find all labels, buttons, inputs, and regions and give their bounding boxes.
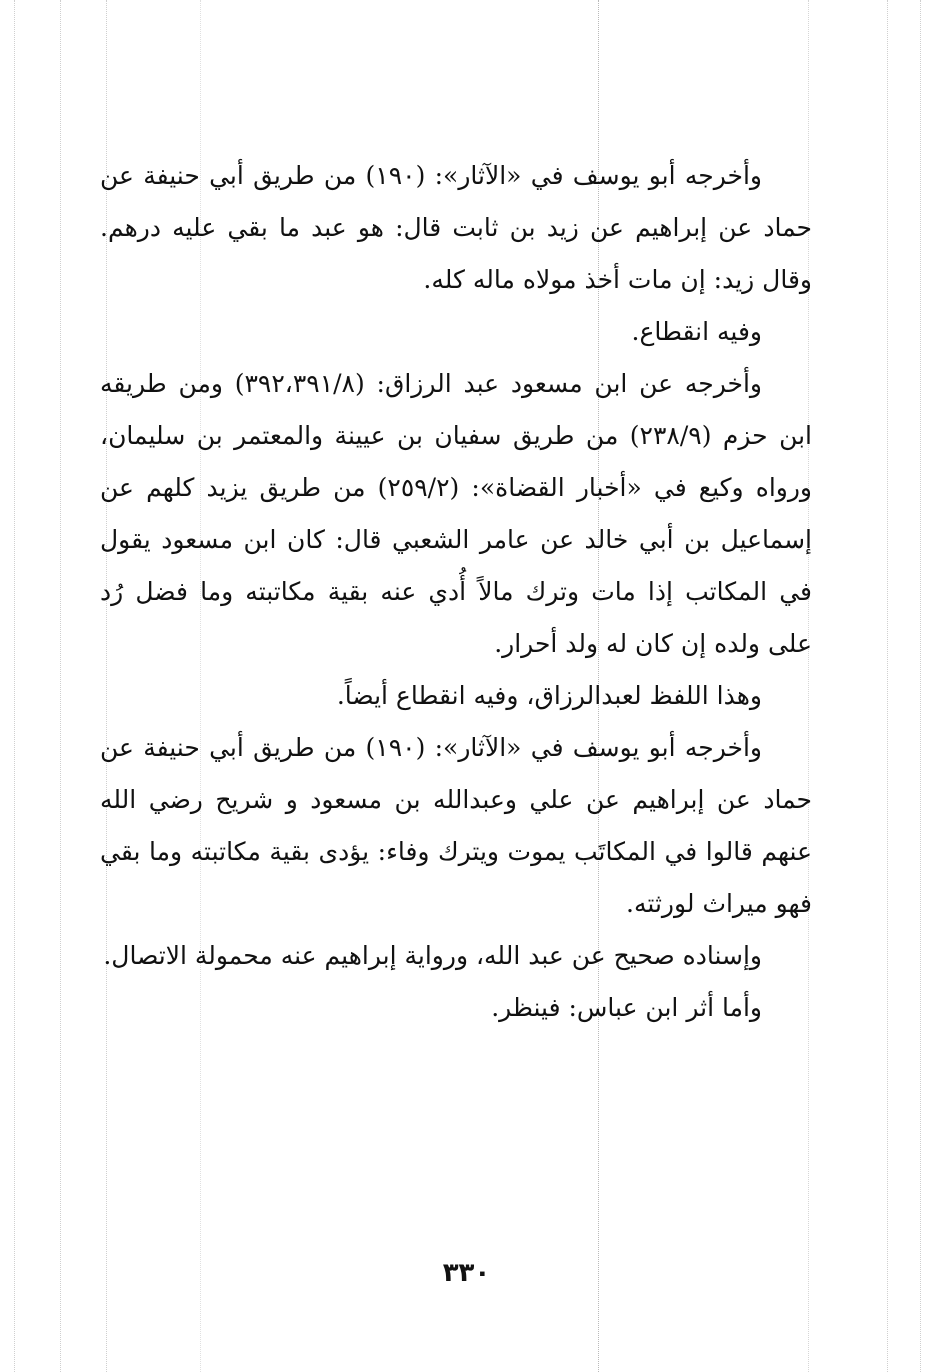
paragraph: وأما أثر ابن عباس: فينظر. <box>491 993 762 1022</box>
paragraph: وأخرجه أبو يوسف في «الآثار»: (١٩٠) من طريق أبي حنيفة عن حماد عن إبراهيم عن زيد بن ثابت قال: هو عبد ما بقي عليه درهم. وقال زيد: إن مات أخذ مولاه ماله كله. <box>100 161 812 294</box>
paragraph: وفيه انقطاع. <box>631 317 762 346</box>
body-text <box>100 150 812 1034</box>
paragraph: وأخرجه أبو يوسف في «الآثار»: (١٩٠) من طريق أبي حنيفة عن حماد عن إبراهيم عن علي وعبدالله بن مسعود و شريح رضي الله عنهم قالوا في المكاتَب يموت ويترك وفاء: يؤدى بقية مكاتبته وما بقي فهو ميراث لورثته. <box>100 733 812 918</box>
paragraph: وإسناده صحيح عن عبد الله، ورواية إبراهيم عنه محمولة الاتصال. <box>103 941 762 970</box>
scan-guide-line <box>14 0 15 1372</box>
scan-guide-line <box>887 0 888 1372</box>
paragraph: وهذا اللفظ لعبدالرزاق، وفيه انقطاع أيضاً. <box>336 681 762 710</box>
scan-guide-line <box>60 0 61 1372</box>
paragraph: وأخرجه عن ابن مسعود عبد الرزاق: (٣٩٢،٣٩١/٨) ومن طريقه ابن حزم (٢٣٨/٩) من طريق سفيان بن عيينة والمعتمر بن سليمان، ورواه وكيع في «أخبار القضاة»: (٢٥٩/٢) من طريق يزيد كلهم عن إسماعيل بن أبي خالد عن عامر الشعبي قال: كان ابن مسعود يقول في المكاتب إذا مات وترك مالاً أُدي عنه بقية مكاتبته وما فضل رُد على ولده إن كان له ولد أحرار. <box>100 369 813 658</box>
scan-guide-line <box>920 0 921 1372</box>
page-number: ٣٣٠ <box>442 1258 491 1288</box>
